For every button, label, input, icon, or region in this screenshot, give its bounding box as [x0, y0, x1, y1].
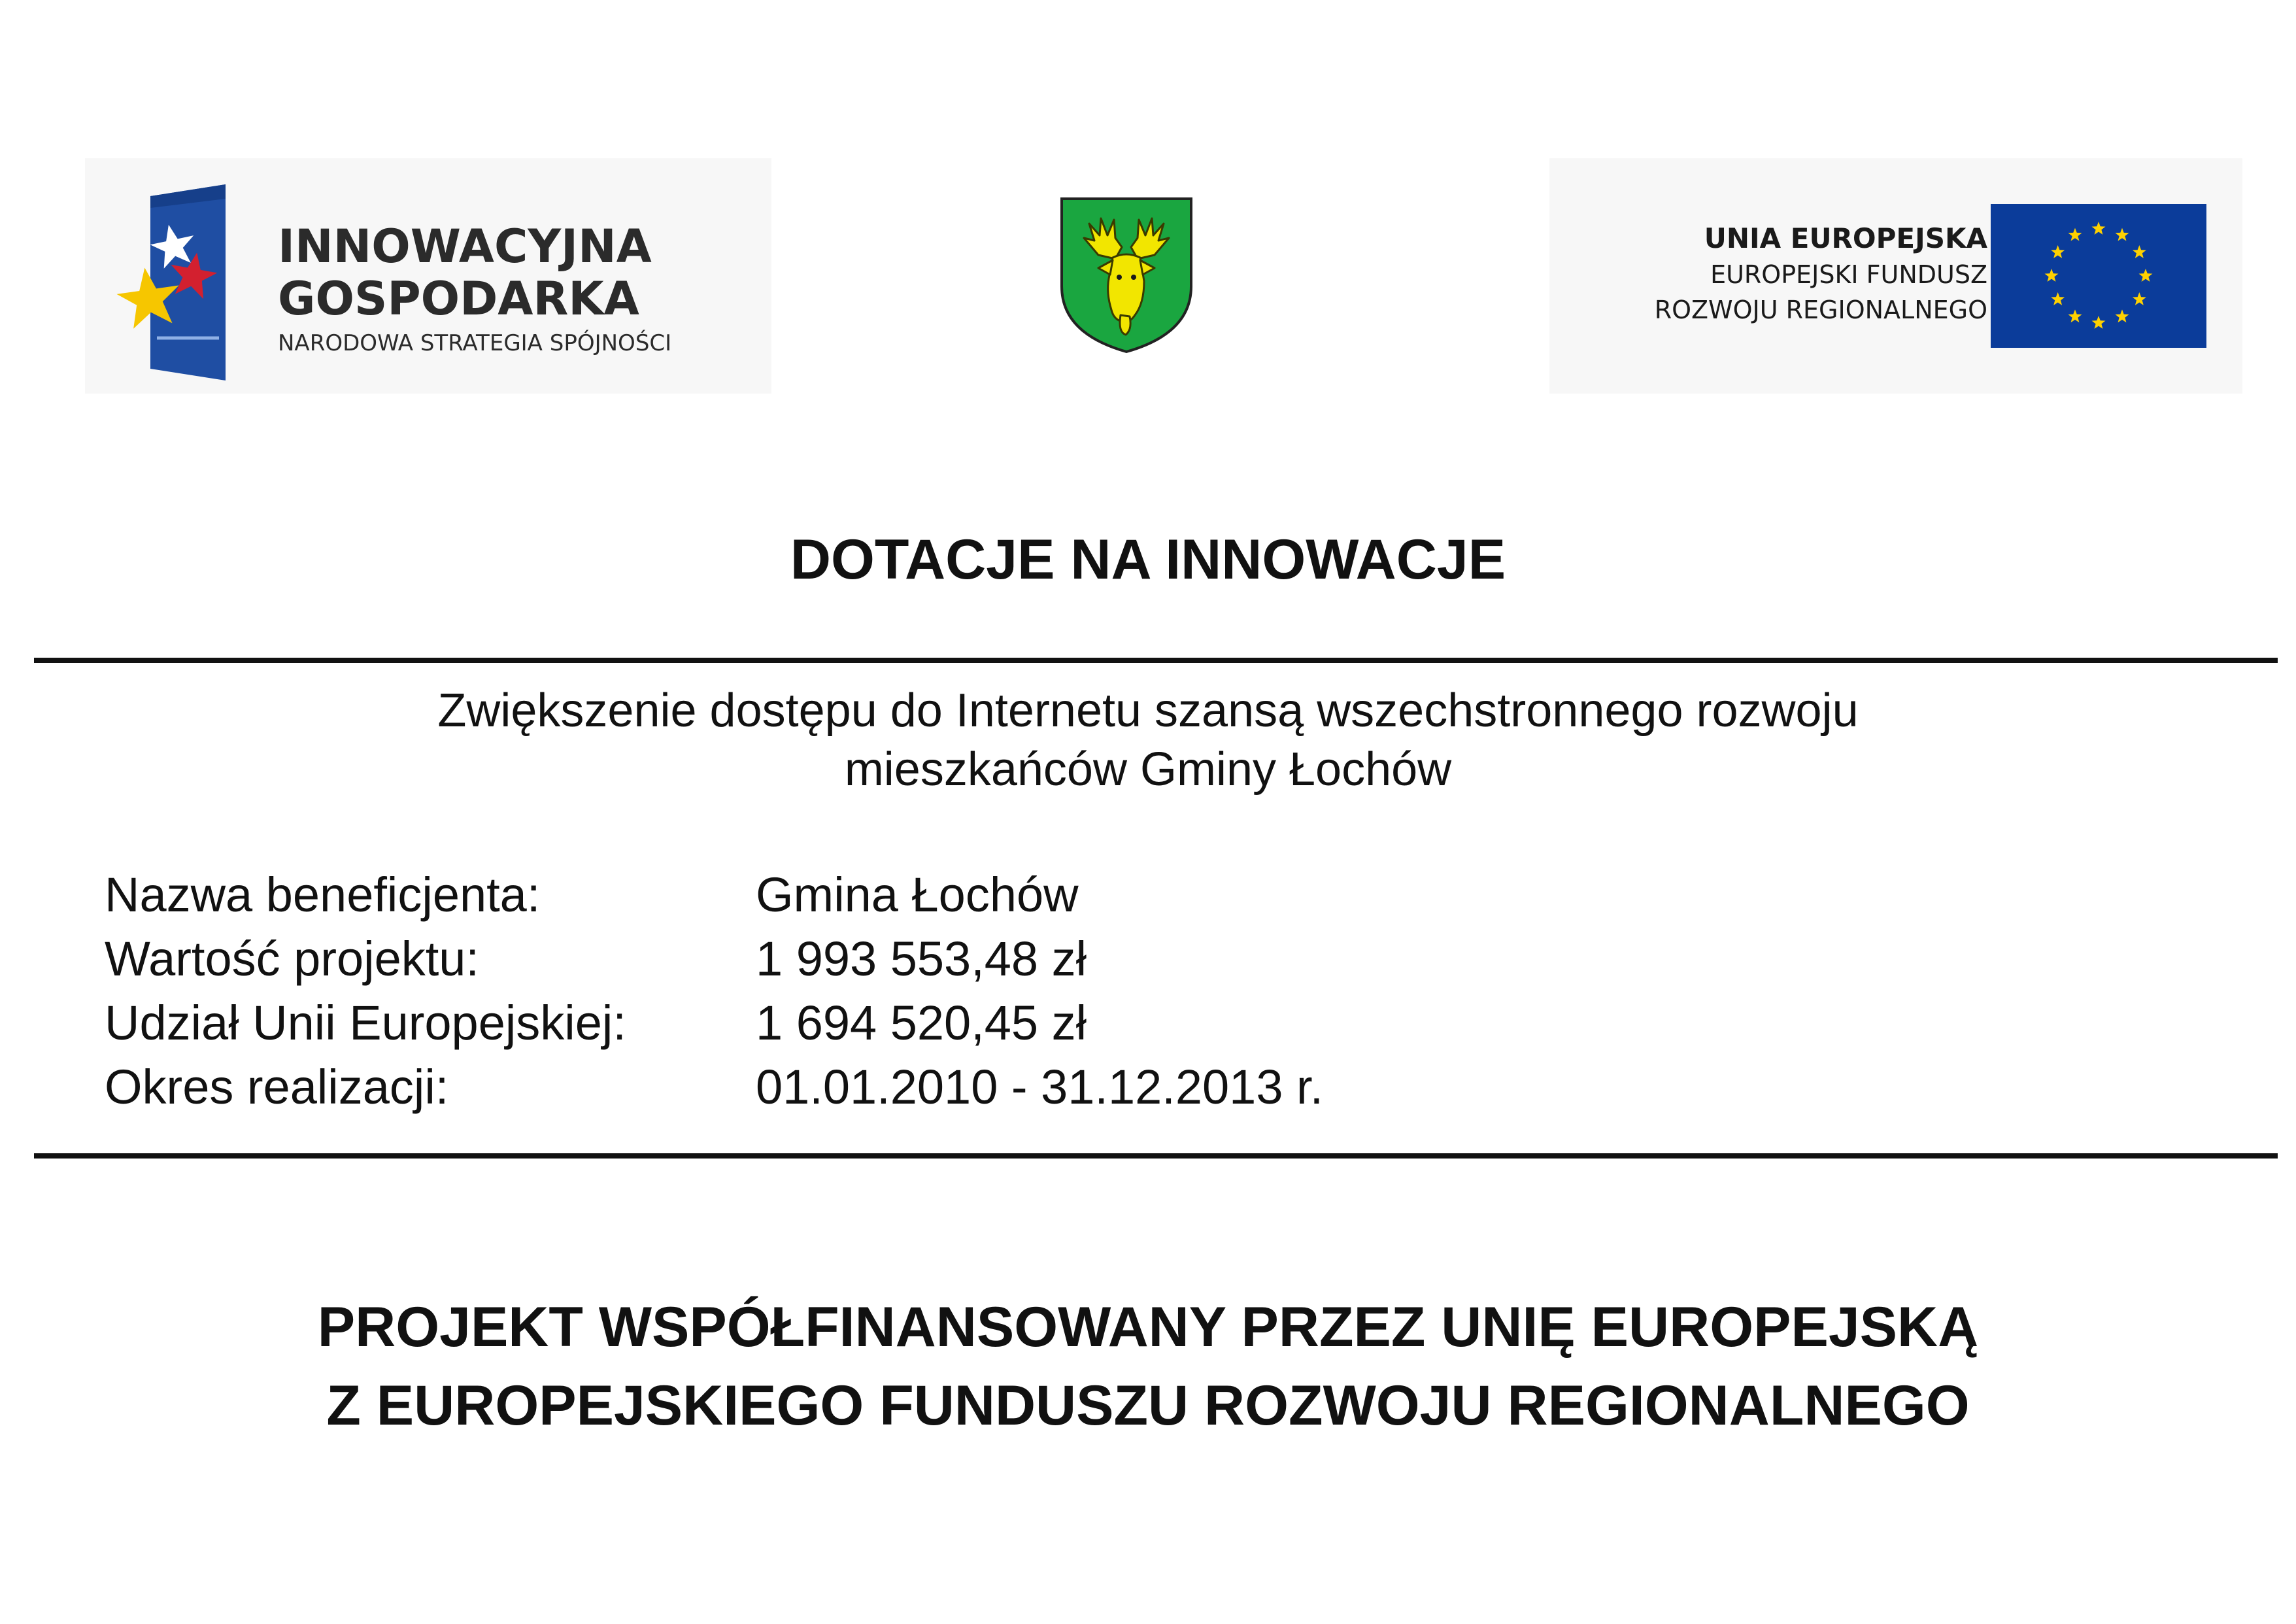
eu-fund-logo	[1549, 158, 2242, 394]
detail-row-beneficiary	[105, 863, 1323, 927]
period-label: Okres realizacji:	[105, 1060, 449, 1114]
period-value: 01.01.2010 - 31.12.2013 r.	[756, 1060, 1324, 1114]
project-subtitle-line1: Zwiększenie dostępu do Internetu szansą wszechstronnego rozwoju	[437, 685, 1859, 737]
innovative-economy-logo	[85, 158, 771, 394]
footer-line1: PROJEKT WSPÓŁFINANSOWANY PRZEZ UNIĘ EUROPEJSKĄ	[317, 1296, 1979, 1359]
page-title: DOTACJE NA INNOWACJE	[790, 528, 1506, 591]
beneficiary-label: Nazwa beneficjenta:	[105, 868, 541, 922]
divider-top	[34, 658, 2278, 663]
eu-line3: ROZWOJU REGIONALNEGO	[1654, 296, 1987, 324]
detail-row-eu-share	[105, 991, 1323, 1055]
divider-bottom	[34, 1153, 2278, 1159]
innovative-economy-wordmark	[278, 220, 775, 359]
cofinancing-footer	[0, 1288, 2296, 1445]
detail-row-period	[105, 1055, 1323, 1119]
coat-of-arms-logo	[1058, 195, 1195, 356]
eu-line1: UNIA EUROPEJSKA	[1704, 222, 1987, 254]
innovative-economy-emblem-icon	[111, 184, 268, 381]
innovative-economy-line2: GOSPODARKA	[278, 272, 639, 326]
beneficiary-value: Gmina Łochów	[756, 868, 1079, 922]
project-subtitle	[0, 681, 2296, 799]
innovative-economy-line3: NARODOWA STRATEGIA SPÓJNOŚCI	[278, 330, 672, 356]
eu-flag-icon	[1991, 204, 2206, 348]
project-value-value: 1 993 553,48 zł	[756, 932, 1087, 986]
project-details	[105, 863, 1323, 1119]
footer-line2: Z EUROPEJSKIEGO FUNDUSZU ROZWOJU REGIONALNEGO	[326, 1374, 1970, 1437]
eu-fund-wordmark	[1655, 220, 1987, 328]
eu-line2: EUROPEJSKI FUNDUSZ	[1710, 260, 1987, 289]
project-subtitle-line2: mieszkańców Gminy Łochów	[844, 743, 1452, 796]
detail-row-project-value	[105, 927, 1323, 991]
eu-share-value: 1 694 520,45 zł	[756, 996, 1087, 1050]
innovative-economy-line1: INNOWACYJNA	[278, 220, 652, 273]
eu-share-label: Udział Unii Europejskiej:	[105, 996, 626, 1050]
project-value-label: Wartość projektu:	[105, 932, 479, 986]
